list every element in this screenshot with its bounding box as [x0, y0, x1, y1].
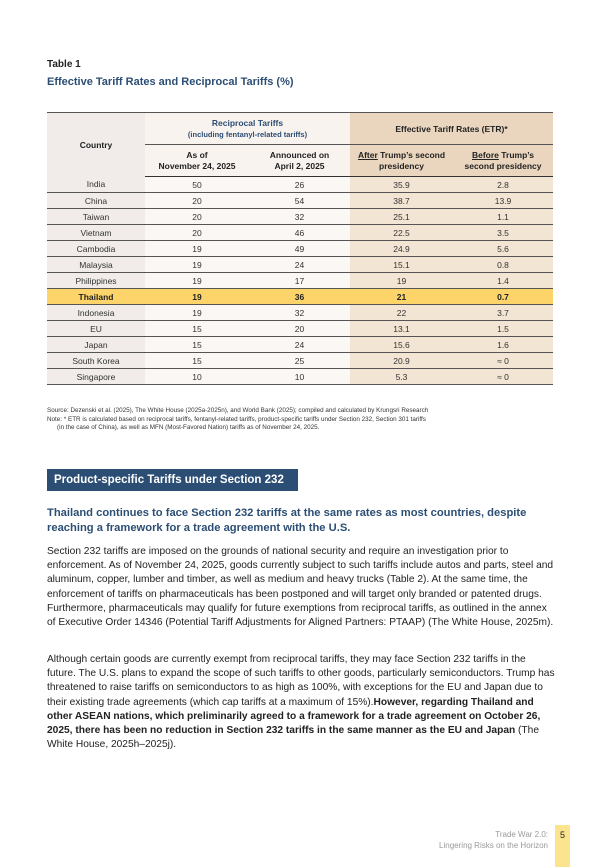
cell-as-of: 15 — [145, 353, 249, 369]
cell-announced: 54 — [249, 193, 350, 209]
cell-etr-after: 24.9 — [350, 241, 453, 257]
table-row — [47, 193, 553, 209]
cell-announced: 36 — [249, 289, 350, 305]
cell-as-of: 19 — [145, 273, 249, 289]
cell-as-of: 15 — [145, 337, 249, 353]
table-row — [47, 289, 553, 305]
cell-country: Singapore — [47, 369, 145, 385]
cell-country: Indonesia — [47, 305, 145, 321]
table-row — [47, 225, 553, 241]
cell-country: China — [47, 193, 145, 209]
cell-country: Cambodia — [47, 241, 145, 257]
cell-etr-before: 1.1 — [453, 209, 553, 225]
cell-etr-after: 19 — [350, 273, 453, 289]
table-row — [47, 321, 553, 337]
note-line-1: Note: * ETR is calculated based on reciprocal tariffs, fentanyl-related tariffs, product-specific tariffs under Section 232, Section 301 tariffs — [47, 415, 426, 423]
cell-etr-after: 35.9 — [350, 177, 453, 193]
cell-country: Malaysia — [47, 257, 145, 273]
table-row — [47, 177, 553, 193]
tariff-table-body — [47, 177, 553, 385]
header-after-rest: Trump’s second — [377, 149, 446, 160]
cell-etr-after: 15.1 — [350, 257, 453, 273]
cell-etr-after: 22 — [350, 305, 453, 321]
cell-as-of: 20 — [145, 225, 249, 241]
cell-etr-before: 3.7 — [453, 305, 553, 321]
cell-etr-before: 13.9 — [453, 193, 553, 209]
cell-etr-before: 0.7 — [453, 289, 553, 305]
header-before-underlined: Before — [471, 149, 499, 160]
cell-announced: 10 — [249, 369, 350, 385]
header-reciprocal-title: Reciprocal Tariffs — [211, 117, 284, 128]
cell-etr-after: 22.5 — [350, 225, 453, 241]
cell-country: Taiwan — [47, 209, 145, 225]
cell-etr-after: 38.7 — [350, 193, 453, 209]
header-etr: Effective Tariff Rates (ETR)* — [350, 113, 553, 145]
table-source-note — [47, 407, 557, 433]
table-label: Table 1 — [47, 59, 81, 70]
cell-as-of: 10 — [145, 369, 249, 385]
header-announced-line1: Announced on — [269, 149, 330, 160]
cell-etr-after: 5.3 — [350, 369, 453, 385]
header-after-line2: presidency — [379, 160, 424, 171]
header-as-of-line1: As of — [186, 149, 208, 160]
cell-country: Japan — [47, 337, 145, 353]
cell-country: Vietnam — [47, 225, 145, 241]
cell-etr-before: 1.5 — [453, 321, 553, 337]
cell-etr-before: 5.6 — [453, 241, 553, 257]
table-row — [47, 209, 553, 225]
cell-etr-after: 21 — [350, 289, 453, 305]
cell-as-of: 19 — [145, 241, 249, 257]
header-before-rest: Trump’s — [498, 149, 535, 160]
header-after — [350, 145, 453, 177]
cell-country: Philippines — [47, 273, 145, 289]
cell-etr-after: 13.1 — [350, 321, 453, 337]
cell-country: EU — [47, 321, 145, 337]
paragraph-2-tail: (The White House, 2025h–2025j). — [47, 725, 539, 751]
cell-announced: 17 — [249, 273, 350, 289]
header-reciprocal — [145, 113, 350, 145]
table-row — [47, 241, 553, 257]
cell-announced: 24 — [249, 257, 350, 273]
cell-etr-before: ≈ 0 — [453, 353, 553, 369]
cell-as-of: 20 — [145, 209, 249, 225]
header-announced — [249, 145, 350, 177]
table-title: Effective Tariff Rates and Reciprocal Tariffs (%) — [47, 76, 294, 88]
note-line-2: (in the case of China), as well as MFN (Most-Favored Nation) tariffs as of November 24, 2025. — [57, 424, 320, 432]
source-line: Source: Dezenski et al. (2025), The White House (2025a-2025n), and World Bank (2025); compiled and calculated by Krungsri Research — [47, 407, 429, 414]
cell-announced: 49 — [249, 241, 350, 257]
header-before — [453, 145, 553, 177]
cell-etr-before: ≈ 0 — [453, 369, 553, 385]
cell-country: South Korea — [47, 353, 145, 369]
section-banner: Product-specific Tariffs under Section 232 — [47, 469, 298, 491]
cell-announced: 26 — [249, 177, 350, 193]
paragraph-2-bold: However, regarding Thailand and other ASEAN nations, which preliminarily agreed to a framework for a trade agreement on October 26, 2025, there has been no reduction in Section 232 tariffs in the same manner as the EU and Japan — [47, 696, 541, 737]
cell-etr-before: 0.8 — [453, 257, 553, 273]
paragraph-1: Section 232 tariffs are imposed on the grounds of national security and require an investigation prior to enforcement. As of November 24, 2025, goods currently subject to such tariffs include autos and parts, steel and aluminum, copper, lumber and timber, as well as medium and heavy trucks (Table 2). At the same time, the enforcement of tariffs on pharmaceuticals has been postponed and will target only branded or patented drugs. Furthermore, pharmaceuticals may qualify for future exemptions from reciprocal tariffs, as outlined in the annex of Executive Order 14346 (Potential Tariff Adjustments for Aligned Partners: PTAAP) (The White House, 2025m). — [47, 546, 554, 629]
section-subheading: Thailand continues to face Section 232 tariffs at the same rates as most countries, despite reaching a framework for a trade agreement with the U.S. — [47, 507, 527, 534]
cell-etr-after: 25.1 — [350, 209, 453, 225]
cell-as-of: 15 — [145, 321, 249, 337]
cell-announced: 24 — [249, 337, 350, 353]
cell-as-of: 20 — [145, 193, 249, 209]
page-number: 5 — [555, 825, 570, 867]
table-row — [47, 337, 553, 353]
cell-etr-before: 3.5 — [453, 225, 553, 241]
header-reciprocal-sub: (including fentanyl-related tariffs) — [187, 129, 308, 139]
tariff-table — [47, 112, 553, 385]
cell-announced: 32 — [249, 209, 350, 225]
footer-line-2: Lingering Risks on the Horizon — [439, 841, 548, 850]
cell-as-of: 50 — [145, 177, 249, 193]
table-row — [47, 369, 553, 385]
cell-etr-before: 2.8 — [453, 177, 553, 193]
cell-as-of: 19 — [145, 257, 249, 273]
cell-announced: 46 — [249, 225, 350, 241]
table-row — [47, 273, 553, 289]
cell-etr-after: 20.9 — [350, 353, 453, 369]
cell-country: India — [47, 177, 145, 193]
header-as-of-line2: November 24, 2025 — [158, 160, 236, 171]
cell-announced: 20 — [249, 321, 350, 337]
paragraph-2 — [47, 653, 557, 752]
paragraph-2-text: Although certain goods are currently exempt from reciprocal tariffs, they may face Section 232 tariffs in the future. The U.S. plans to expand the scope of such tariffs to other goods, particularly semiconductors. Trump has threatened to raise tariffs on semiconductors to as high as 100%, with exceptions for the EU and Japan due to their existing trade agreements (which cap tariffs at a maximum of 15%). — [47, 654, 555, 708]
cell-etr-before: 1.6 — [453, 337, 553, 353]
cell-as-of: 19 — [145, 289, 249, 305]
table-row — [47, 257, 553, 273]
cell-etr-after: 15.6 — [350, 337, 453, 353]
cell-country: Thailand — [47, 289, 145, 305]
table-row — [47, 353, 553, 369]
header-before-line2: second presidency — [464, 160, 542, 171]
cell-announced: 25 — [249, 353, 350, 369]
header-announced-line2: April 2, 2025 — [274, 160, 325, 171]
header-country: Country — [47, 113, 145, 177]
cell-etr-before: 1.4 — [453, 273, 553, 289]
page-footer — [439, 829, 548, 851]
footer-line-1: Trade War 2.0: — [495, 830, 548, 839]
header-after-underlined: After — [357, 149, 378, 160]
table-row — [47, 305, 553, 321]
cell-announced: 32 — [249, 305, 350, 321]
cell-as-of: 19 — [145, 305, 249, 321]
header-as-of — [145, 145, 249, 177]
